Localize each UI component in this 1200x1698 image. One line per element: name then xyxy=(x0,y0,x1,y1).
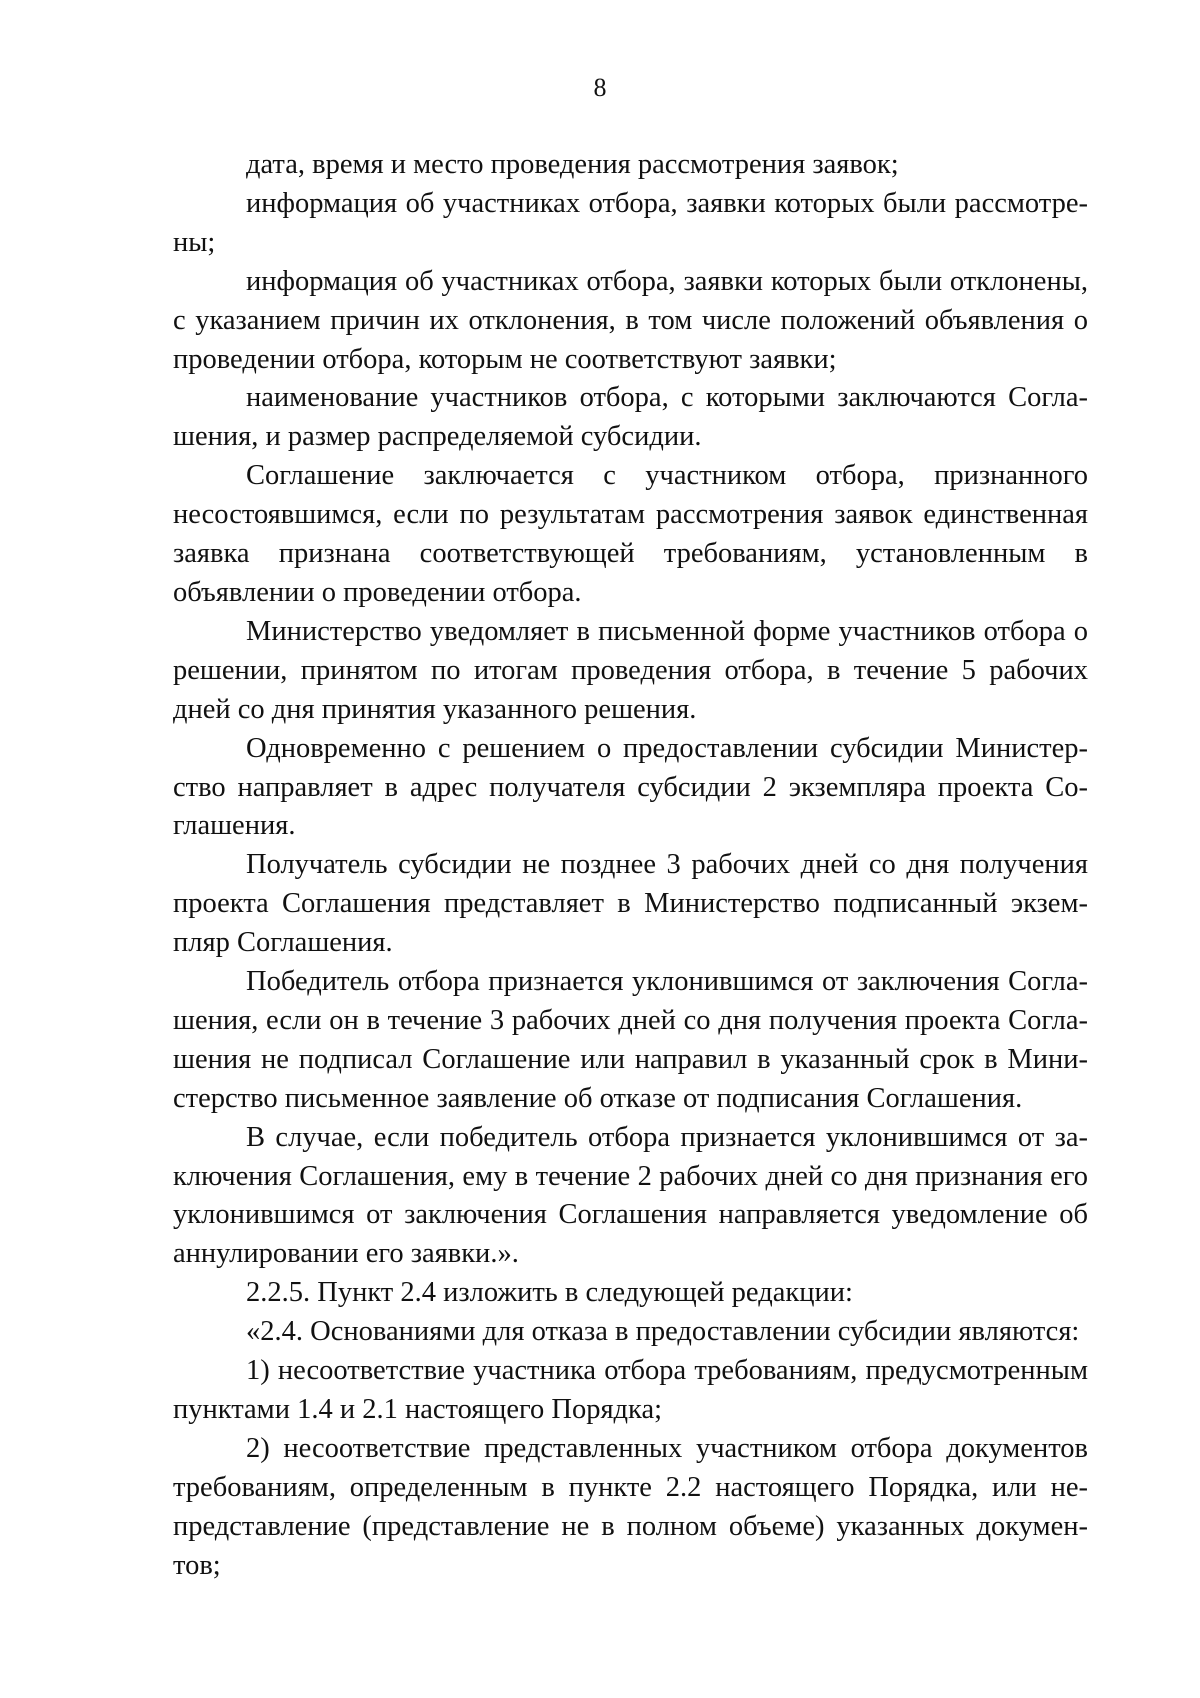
paragraph-reviewed-participants: информация об участниках отбора, заявки которых были рассмотрены; xyxy=(173,187,1088,258)
paragraph-single-participant-agreement: Соглашение заключается с участником отбора, признанного несостоявшимся, если по результатам рассмотрения заявок единственная заявка признана соответствующей требованиям, установленным в объявлении о проведении отбора. xyxy=(173,460,1088,608)
paragraph-application-cancellation: В случае, если победитель отбора признается уклонившимся от заключения Соглашения, ему в течение 2 рабочих дней со дня признания его уклонившимся от заключения Соглашения направляется уведомление об аннулировании его заявки.». xyxy=(173,1121,1088,1270)
paragraph-refusal-ground-2: 2) несоответствие представленных участником отбора документов требованиям, определенным в пункте 2.2 настоящего Порядка, или непредставление (представление не в полном объеме) указанных документов; xyxy=(173,1432,1088,1581)
paragraph-clause-2-4: «2.4. Основаниями для отказа в предоставлении субсидии являются: xyxy=(246,1316,1080,1348)
paragraph-refusal-ground-1: 1) несоответствие участника отбора требованиям, предусмотренным пунктами 1.4 и 2.1 настоящего Порядка; xyxy=(173,1355,1088,1425)
paragraph-ministry-notification: Министерство уведомляет в письменной форме участников отбора о решении, принятом по итогам проведения отбора, в течение 5 рабочих дней со дня принятия указанного решения. xyxy=(173,615,1088,725)
page-number: 8 xyxy=(593,73,607,102)
paragraph-rejected-participants: информация об участниках отбора, заявки которых были отклонены, с указанием причин их отклонения, в том числе положений объявления о проведении отбора, которым не соответствуют заявки; xyxy=(173,265,1088,375)
paragraph-meeting-details: дата, время и место проведения рассмотрения заявок; xyxy=(246,149,899,180)
paragraph-draft-agreement-sending: Одновременно с решением о предоставлении субсидии Министерство направляет в адрес получателя субсидии 2 экземпляра проекта Соглашения. xyxy=(173,732,1088,842)
paragraph-signed-agreement-return: Получатель субсидии не позднее 3 рабочих дней со дня получения проекта Соглашения представляет в Министерство подписанный экземпляр Соглашения. xyxy=(173,849,1088,959)
paragraph-clause-2-2-5: 2.2.5. Пункт 2.4 изложить в следующей редакции: xyxy=(246,1277,853,1309)
paragraph-agreement-participants: наименование участников отбора, с которыми заключаются Соглашения, и размер распределяемой субсидии. xyxy=(173,382,1088,453)
document-body xyxy=(173,146,1088,1586)
paragraph-winner-evasion: Победитель отбора признается уклонившимся от заключения Соглашения, если он в течение 3 рабочих дней со дня получения проекта Соглашения не подписал Соглашение или направил в указанный срок в Министерство письменное заявление об отказе от подписания Соглашения. xyxy=(173,966,1088,1114)
